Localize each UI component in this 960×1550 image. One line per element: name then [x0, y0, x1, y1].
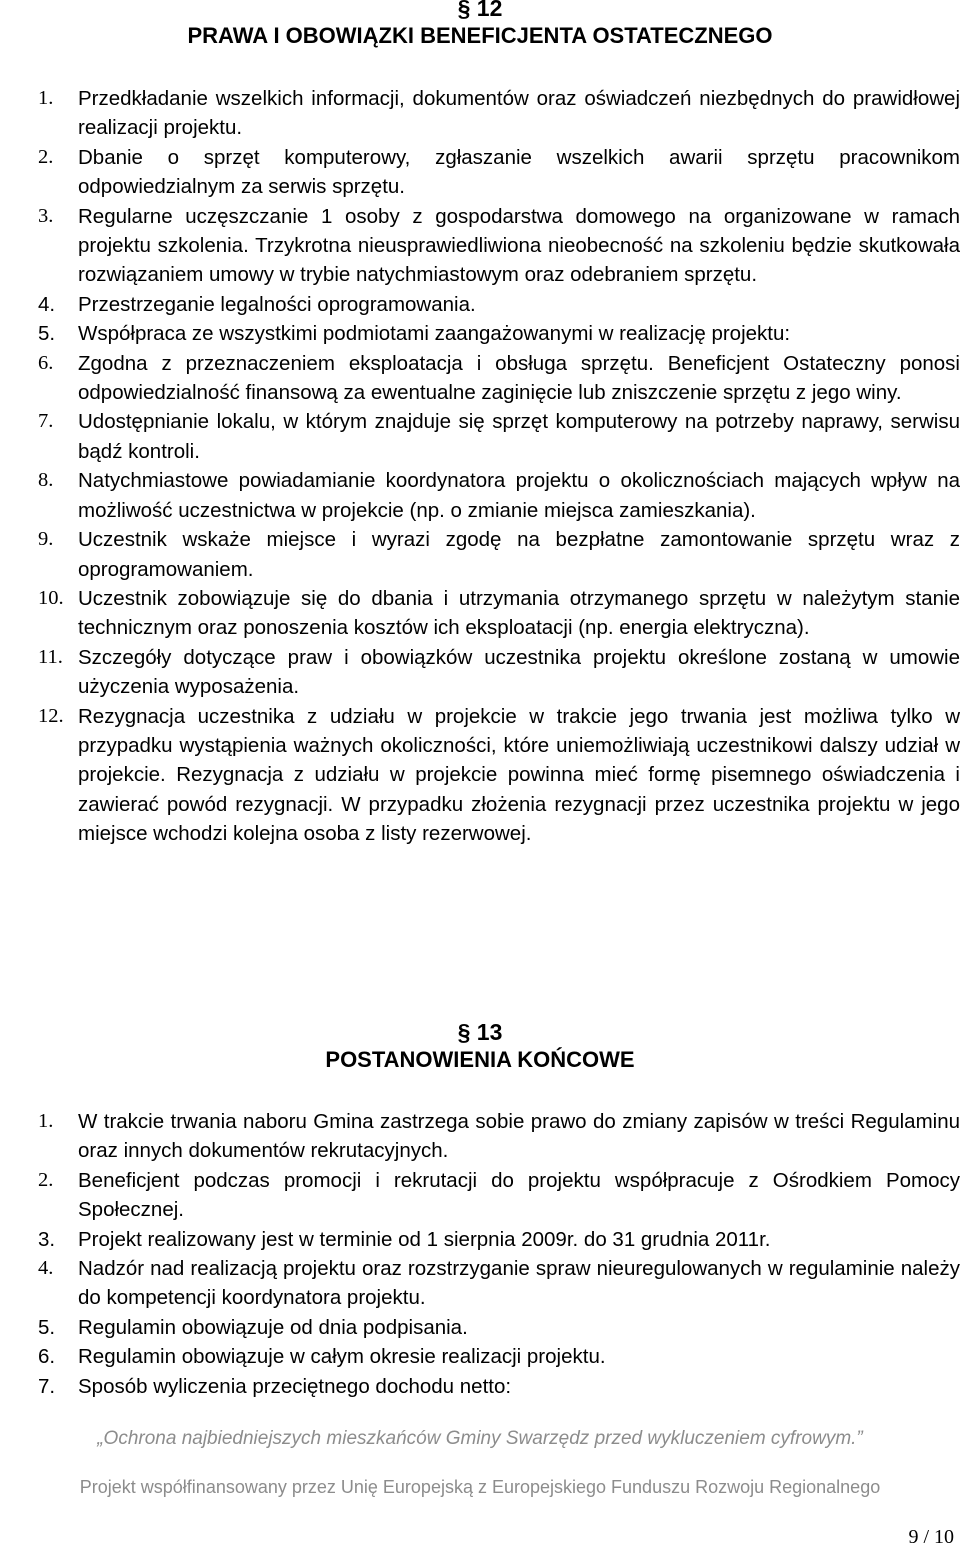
list-item — [0, 1372, 960, 1401]
item-number: 6. — [38, 1345, 56, 1369]
item-number: 9. — [38, 528, 54, 551]
item-number: 7. — [38, 410, 54, 433]
item-text: Regulamin obowiązuje w całym okresie realizacji projektu. — [78, 1345, 606, 1369]
item-text: Sposób wyliczenia przeciętnego dochodu netto: — [78, 1374, 512, 1398]
list-item — [0, 584, 960, 643]
item-number: 5. — [38, 1315, 56, 1339]
item-text: Projekt realizowany jest w terminie od 1 sierpnia 2009r. do 31 grudnia 2011r. — [78, 1227, 771, 1251]
section-13-heading — [0, 1018, 960, 1074]
list-item — [0, 349, 960, 408]
footer-funding-note: Projekt współfinansowany przez Unię Europejską z Europejskiego Funduszu Rozwoju Regionalnego — [79, 1477, 881, 1497]
list-item — [0, 702, 960, 849]
list-item — [0, 202, 960, 290]
section-title: POSTANOWIENIA KOŃCOWE — [325, 1047, 635, 1072]
list-item — [0, 643, 960, 702]
item-text: Zgodna z przeznaczeniem eksploatacja i obsługa sprzętu. Beneficjent Ostateczny ponosi odpowiedzialność finansową za ewentualne zaginięcie lub zniszczenie sprzętu z jego winy. — [78, 351, 960, 405]
list-item — [0, 290, 960, 319]
list-item — [0, 1342, 960, 1371]
item-text: Uczestnik zobowiązuje się do dbania i utrzymania otrzymanego sprzętu w należytym stanie technicznym oraz ponoszenia kosztów ich eksploatacji (np. energia elektryczna). — [78, 586, 960, 640]
list-item — [0, 1254, 960, 1313]
item-text: Rezygnacja uczestnika z udziału w projekcie w trakcie jego trwania jest możliwa tylko w przypadku wystąpienia ważnych okoliczności, które uniemożliwiają uczestnikowi dalszy udział w projekcie. Rezygnacja z udziału w projekcie powinna mieć formę pisemnego oświadczenia i zawierać powód rezygnacji. W przypadku złożenia rezygnacji przez uczestnika projektu w jego miejsce wchodzi kolejna osoba z listy rezerwowej. — [78, 704, 960, 846]
item-text: Dbanie o sprzęt komputerowy, zgłaszanie wszelkich awarii sprzętu pracownikom odpowiedzialnym za serwis sprzętu. — [78, 145, 960, 199]
item-number: 3. — [38, 204, 54, 227]
item-text: Przestrzeganie legalności oprogramowania. — [78, 292, 476, 316]
section-12-heading — [0, 0, 960, 50]
item-text: Regulamin obowiązuje od dnia podpisania. — [78, 1315, 468, 1339]
item-number: 12. — [38, 704, 64, 727]
section-number: § 12 — [457, 0, 503, 21]
section-title: PRAWA I OBOWIĄZKI BENEFICJENTA OSTATECZNEGO — [187, 23, 773, 48]
footer-project-name: „Ochrona najbiedniejszych mieszkańców Gminy Swarzędz przed wykluczeniem cyfrowym.” — [97, 1428, 863, 1449]
item-text: Regularne uczęszczanie 1 osoby z gospodarstwa domowego na organizowane w ramach projektu szkolenia. Trzykrotna nieusprawiedliwiona nieobecność na szkoleniu będzie skutkowała rozwiązaniem umowy w trybie natychmiastowym oraz odebraniem sprzętu. — [78, 204, 960, 287]
item-text: Udostępnianie lokalu, w którym znajduje się sprzęt komputerowy na potrzeby naprawy, serwisu bądź kontroli. — [78, 410, 960, 463]
item-text: Beneficjent podczas promocji i rekrutacji do projektu współpracuje z Ośrodkiem Pomocy Społecznej. — [78, 1168, 960, 1222]
item-number: 5. — [38, 322, 56, 346]
item-number: 6. — [38, 351, 54, 374]
item-text: Nadzór nad realizacją projektu oraz rozstrzyganie spraw nieuregulowanych w regulaminie należy do kompetencji koordynatora projektu. — [78, 1257, 960, 1310]
item-number: 2. — [38, 1168, 54, 1191]
item-number: 8. — [38, 469, 54, 492]
section-12-list — [0, 84, 960, 849]
item-number: 11. — [38, 645, 63, 668]
item-text: Przedkładanie wszelkich informacji, dokumentów oraz oświadczeń niezbędnych do prawidłowej realizacji projektu. — [78, 87, 960, 140]
item-number: 7. — [38, 1374, 56, 1398]
section-number: § 13 — [457, 1019, 503, 1045]
list-item — [0, 1225, 960, 1254]
item-number: 10. — [38, 586, 64, 609]
item-text: Szczegóły dotyczące praw i obowiązków uczestnika projektu określone zostaną w umowie użyczenia wyposażenia. — [78, 645, 960, 699]
item-text: Natychmiastowe powiadamianie koordynatora projektu o okolicznościach mających wpływ na możliwość uczestnictwa w projekcie (np. o zmianie miejsca zamieszkania). — [78, 469, 960, 522]
item-number: 4. — [38, 292, 56, 316]
item-number: 1. — [38, 87, 54, 109]
item-text: Uczestnik wskaże miejsce i wyrazi zgodę na bezpłatne zamontowanie sprzętu wraz z oprogramowaniem. — [78, 528, 960, 581]
list-item — [0, 319, 960, 348]
list-item — [0, 466, 960, 525]
item-number: 2. — [38, 145, 54, 168]
page-number: 9 / 10 — [908, 1526, 954, 1548]
list-item — [0, 1107, 960, 1166]
list-item — [0, 1166, 960, 1225]
item-text: Współpraca ze wszystkimi podmiotami zaangażowanymi w realizację projektu: — [78, 322, 791, 346]
item-text: W trakcie trwania naboru Gmina zastrzega sobie prawo do zmiany zapisów w treści Regulaminu oraz innych dokumentów rekrutacyjnych. — [78, 1110, 960, 1163]
list-item — [0, 1313, 960, 1342]
list-item — [0, 84, 960, 143]
item-number: 3. — [38, 1227, 56, 1251]
item-number: 1. — [38, 1110, 54, 1132]
list-item — [0, 407, 960, 466]
list-item — [0, 525, 960, 584]
item-number: 4. — [38, 1257, 54, 1280]
section-13-list — [0, 1107, 960, 1401]
list-item — [0, 143, 960, 202]
